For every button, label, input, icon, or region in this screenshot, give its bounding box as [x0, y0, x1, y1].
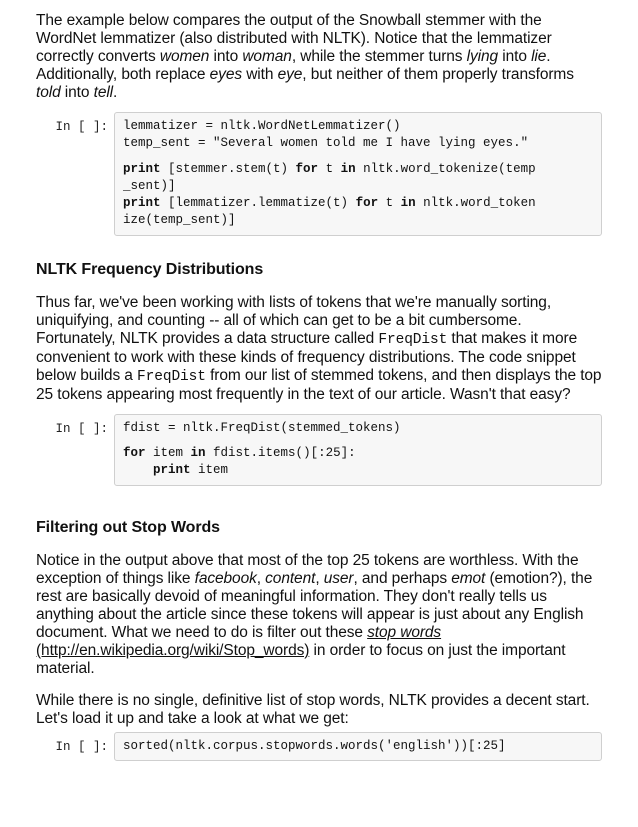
code-line: print item [153, 463, 229, 478]
para-text: Notice in the output above that most of the top 25 tokens are worthless. With the exception of things like [36, 551, 579, 587]
code-cell-1 [36, 112, 602, 236]
heading-stop-words: Filtering out Stop Words [36, 518, 220, 536]
emph-told: told [36, 84, 61, 101]
intro-text: into [209, 48, 243, 65]
code-cell-2 [36, 414, 602, 486]
intro-text: , but neither of them properly transforms [302, 66, 574, 83]
intro-text: with [242, 66, 278, 83]
intro-text: into [60, 84, 94, 101]
code-cell-3 [36, 732, 602, 761]
emph-facebook: facebook [194, 569, 257, 587]
intro-text: , while the stemmer turns [291, 48, 467, 65]
link-text: stop words [367, 623, 442, 641]
para-text: in order to focus on just the important material. [36, 641, 566, 677]
emph-content: content [265, 569, 316, 587]
cell-prompt: In [ ]: [55, 739, 108, 754]
code-line: sorted(nltk.corpus.stopwords.words('english'))[:25] [123, 738, 506, 753]
notebook-page [36, 12, 602, 761]
code-line: temp_sent = "Several women told me I have lying eyes." [123, 136, 529, 151]
para-text: from our list of stemmed tokens, and then displays the top 25 tokens appearing most frequently in the text of our article. Wasn't that easy? [36, 366, 602, 403]
code-line: print [stemmer.stem(t) for t in nltk.word_tokenize(temp [123, 161, 536, 176]
heading-frequency-distributions: NLTK Frequency Distributions [36, 260, 264, 278]
intro-paragraph [36, 12, 602, 102]
emph-lie: lie [531, 48, 547, 65]
code-line: lemmatizer = nltk.WordNetLemmatizer() [123, 119, 401, 133]
para-text: (emotion?), the rest are basically devoid of meaningful information. They don't really tells us anything about the article since these tokens will appear is just about any English document. What we need to do is filter out these [36, 569, 593, 641]
intro-text: . [113, 84, 118, 101]
emph-women: women [159, 48, 210, 65]
code-line: ize(temp_sent)] [123, 213, 236, 228]
link-url: (http://en.wikipedia.org/wiki/Stop_words) [36, 641, 310, 659]
code-line: print [lemmatizer.lemmatize(t) for t in nltk.word_token [123, 196, 536, 211]
intro-text: . Additionally, both replace [36, 48, 551, 83]
cell-prompt: In [ ]: [55, 421, 108, 436]
emph-lying: lying [466, 48, 499, 65]
stopwords-intro-paragraph: While there is no single, definitive list of stop words, NLTK provides a decent start. Let's load it up and take a look at what we get: [36, 691, 590, 727]
inline-code-freqdist: FreqDist [137, 368, 206, 385]
code-line: _sent)] [123, 178, 176, 193]
freqdist-paragraph [36, 294, 602, 404]
emph-tell: tell [93, 84, 114, 101]
inline-code-freqdist: FreqDist [378, 331, 448, 348]
code-line: for item in fdist.items()[:25]: [123, 446, 356, 461]
emph-emot: emot [451, 569, 486, 587]
para-text: , and perhaps [353, 569, 452, 587]
intro-text: into [498, 48, 532, 65]
emph-woman: woman [242, 48, 292, 65]
stopwords-paragraph: Notice in the output above that most of the top 25 tokens are worthless. With the exception of things like facebook, content, user, and perhaps emot (emotion?), the rest are basically devoid of meaningful information. They don't really tells us anything about the article since these tokens will appear is just about any English document. What we need to do is filter out these stop words (http://en.wikipedia.org/wiki/Stop_words) in order to focus on just the important material. [36, 551, 593, 677]
para-text: Thus far, we've been working with lists of tokens that we're manually sorting, uniquifying, and counting -- all of which can get to be a bit cumbersome. Fortunately, NLTK provides a data structure called [36, 293, 552, 347]
code-input-2[interactable] [114, 414, 602, 486]
emph-eyes: eyes [209, 66, 242, 83]
code-input-3[interactable] [114, 732, 602, 761]
cell-prompt: In [ ]: [55, 120, 108, 134]
intro-text: The example below compares the output of the Snowball stemmer with the WordNet lemmatizer (also distributed with NLTK). Notice that the lemmatizer correctly converts [36, 12, 552, 65]
para-text: that makes it more convenient to work with these kinds of frequency distributions. The code snippet below builds a [36, 329, 578, 384]
code-input-1[interactable] [114, 112, 602, 236]
code-line: fdist = nltk.FreqDist(stemmed_tokens) [123, 420, 401, 435]
emph-eye: eye [277, 66, 303, 83]
emph-user: user [323, 569, 354, 587]
